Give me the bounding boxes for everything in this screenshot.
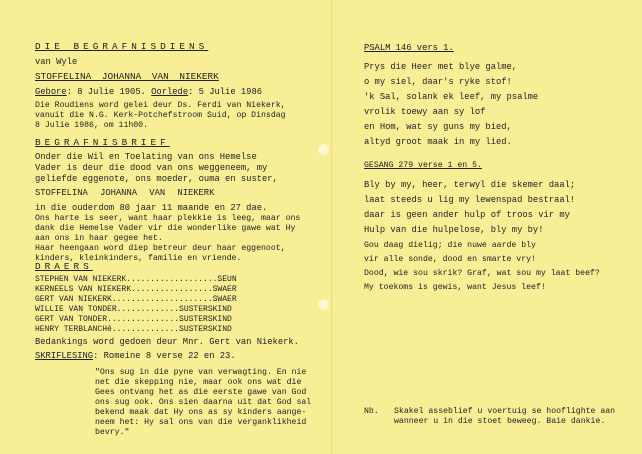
hymn-line: My toekoms is gewis, want Jesus leef! (364, 283, 546, 292)
letter-line: geliefde eggenote, ons moeder, ouma en suster, (35, 174, 278, 184)
bearers-title: DRAERS (35, 261, 93, 272)
punch-hole-top (318, 144, 329, 155)
scripture-text: Gees ontvang het as die eerste gawe van God (95, 388, 307, 397)
bearer-row: HENRY TERBLANCHé..............SUSTERSKIND (35, 325, 232, 334)
details-line: dank die Hemelse Vader vir die wonderlike gawe wat Hy (35, 224, 296, 233)
letter-line: Onder die Wil en Toelating van ons Hemelse (35, 152, 257, 162)
deceased-name-repeat: STOFFELINA JOHANNA VAN NIEKERK (35, 188, 215, 198)
service-line: 8 Julie 1986, om 11h00. (35, 121, 149, 130)
note-line: wanneer u in die stoet beweeg. Baie dankie. (394, 417, 606, 426)
scripture-ref: : Romeine 8 verse 22 en 23. (93, 351, 236, 361)
van-wyle: van Wyle (35, 57, 78, 67)
bearer-row: GERT VAN TONDER...............SUSTERSKIND (35, 315, 232, 324)
born-date: : 8 Julie 1905. (66, 87, 146, 97)
details-line: kinders, kleinkinders, familie en vriende. (35, 254, 242, 263)
thanks-line: Bedankings word gedoen deur Mnr. Gert van Niekerk. (35, 337, 299, 347)
hymn-line: Dood, wie sou skrik? Graf, wat sou my laat beef? (364, 269, 600, 278)
note-line: Skakel asseblief u voertuig se hooflighte aan (394, 407, 616, 416)
service-line: vanuit die N.G. Kerk-Potchefstroom Suid, op Dinsdag (35, 111, 286, 120)
scripture-text: bevry." (95, 428, 130, 437)
died-label: Oorlede (151, 87, 189, 97)
hymn-line: Gou daag dielig; die nuwe aarde bly (364, 241, 536, 250)
fold-line (331, 0, 332, 454)
note-label: Nb. (364, 407, 379, 416)
bearer-row: WILLIE VAN TONDER.............SUSTERSKIND (35, 305, 232, 314)
deceased-name: STOFFELINA JOHANNA VAN NIEKERK (35, 71, 219, 82)
hymn-line: laat steeds u lig my lewenspad bestraal! (364, 195, 576, 205)
scripture-label: SKRIFLESING (35, 351, 94, 361)
psalm-line: altyd groot maak in my lied. (364, 137, 512, 147)
hymn-line: Hulp van die hulpelose, bly my by! (364, 225, 544, 235)
details-line: Haar heengaan word diep betreur deur haar eggenoot, (35, 244, 286, 253)
punch-hole-bottom (318, 299, 329, 310)
hymn-line: vir alle sonde, dood en smarte vry! (364, 255, 536, 264)
psalm-line: 'k Sal, solank ek leef, my psalme (364, 92, 539, 102)
bearer-row: STEPHEN VAN NIEKERK...................SEUN (35, 275, 237, 284)
died-date: : 5 Julie 1986 (188, 87, 263, 97)
service-line: Die Roudiens word gelei deur Ds. Ferdi van Niekerk, (35, 101, 286, 110)
born-label: Gebore (35, 87, 67, 97)
hymn-title: GESANG 279 verse 1 en 5. (364, 161, 482, 170)
details-line: Ons harte is seer, want haar plekkie is leeg, maar ons (35, 214, 301, 223)
psalm-line: Prys die Heer met blye galme, (364, 62, 518, 72)
letter-line: Vader is deur die dood van ons weggeneem, my (35, 163, 268, 173)
psalm-line: en Hom, wat sy guns my bied, (364, 122, 512, 132)
psalm-line: o my siel, daar's ryke stof! (364, 77, 512, 87)
details-line: in die ouderdom 80 jaar 11 maande en 27 dae. (35, 203, 268, 213)
scripture-text: neem het: Hy sal ons van die verganklikheid (95, 418, 307, 427)
details-line: aan ons in haar gegee het. (35, 234, 163, 243)
scripture-text: net die skepping nie, maar ook ons wat die (95, 378, 302, 387)
hymn-line: daar is geen ander hulp of troos vir my (364, 210, 570, 220)
service-title: DIE BEGRAFNISDIENS (35, 41, 209, 52)
scripture-text: "Ons sug in die pyne van verwagting. En nie (95, 368, 307, 377)
scripture-text: ons sug ook. Ons sien daarna uit dat God sal (95, 398, 312, 407)
scripture-line (35, 352, 236, 361)
scripture-text: bekend maak dat Hy ons as sy kinders aange- (95, 408, 307, 417)
dates-line (35, 88, 262, 97)
bearer-row: KERNEELS VAN NIEKERK.................SWAER (35, 285, 237, 294)
bearer-row: GERT VAN NIEKERK.....................SWAER (35, 295, 237, 304)
psalm-line: vrolik toewy aan sy lof (364, 107, 486, 117)
hymn-line: Bly by my, heer, terwyl die skemer daal; (364, 180, 576, 190)
psalm-title: PSALM 146 vers 1. (364, 43, 454, 53)
letter-title: BEGRAFNISBRIEF (35, 137, 170, 148)
